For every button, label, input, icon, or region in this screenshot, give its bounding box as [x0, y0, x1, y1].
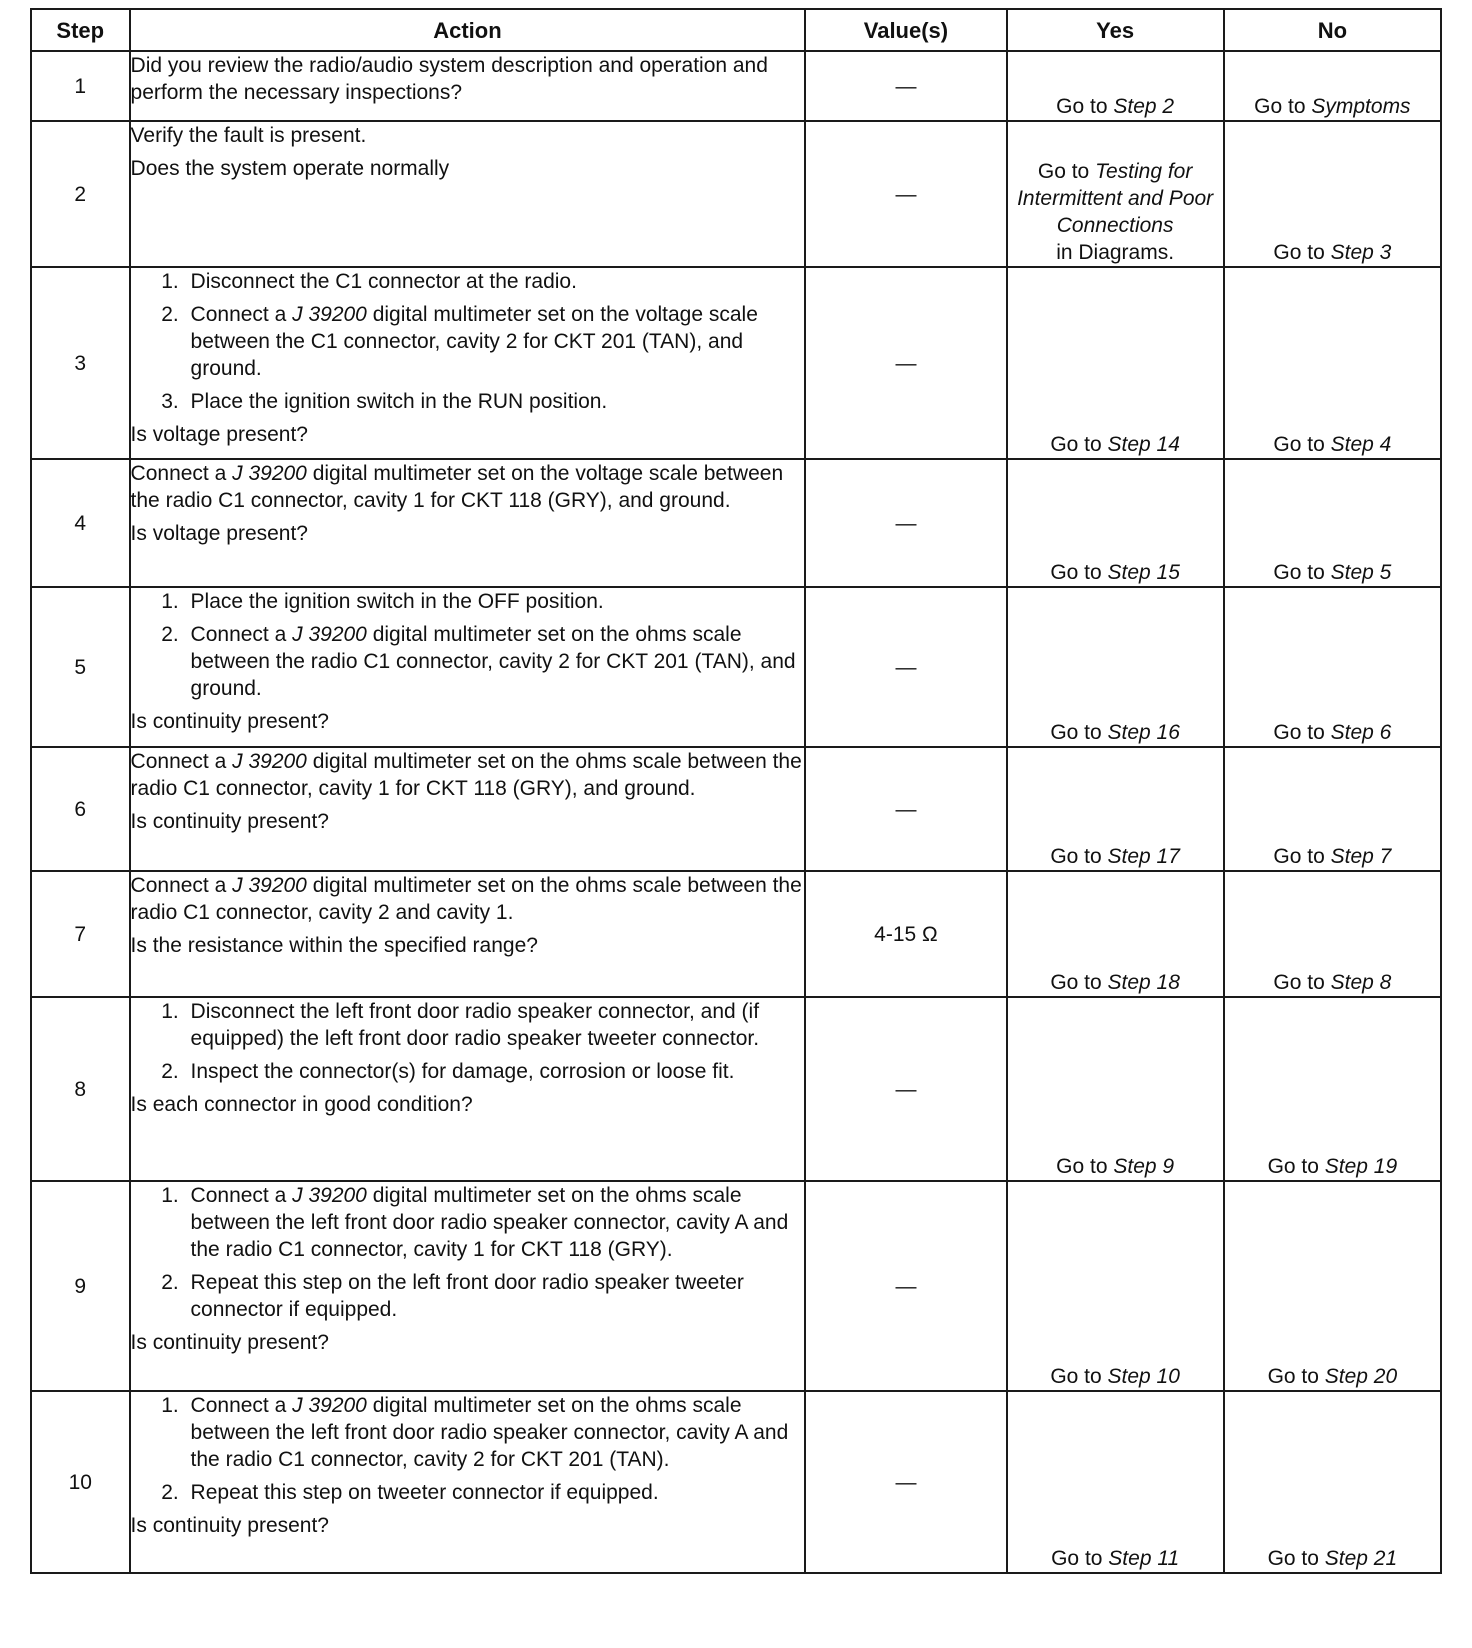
goto-reference: [1008, 1363, 1223, 1390]
action-cell: [130, 747, 806, 871]
goto-target-link[interactable]: Step 2: [1113, 95, 1175, 118]
goto-target-link[interactable]: Testing for Intermittent and Poor Connections: [1017, 160, 1214, 237]
action-question: Is continuity present?: [130, 710, 329, 733]
goto-reference: [1225, 969, 1440, 996]
goto-reference: [1225, 559, 1440, 586]
goto-prefix: Go to: [1273, 721, 1331, 744]
table-row: [31, 267, 1441, 459]
value-cell: —: [805, 1391, 1006, 1573]
no-cell: [1224, 997, 1441, 1181]
action-lead: [131, 872, 805, 926]
action-lead: Verify the fault is present.: [130, 124, 367, 147]
yes-cell: [1007, 51, 1224, 121]
table-row: [31, 871, 1441, 997]
step-number: 5: [31, 587, 130, 747]
action-text: digital multimeter set on the voltage scale between the C1 connector, cavity 2 for CKT 201 (TAN), and ground.: [190, 303, 758, 380]
goto-reference: [1225, 239, 1440, 266]
goto-prefix: Go to: [1254, 95, 1312, 118]
value-cell: —: [805, 121, 1006, 267]
substep-item: [185, 388, 805, 415]
goto-reference: [1008, 969, 1223, 996]
goto-reference: [1225, 93, 1440, 120]
goto-target-link[interactable]: Symptoms: [1311, 95, 1411, 118]
goto-target-link[interactable]: Step 21: [1324, 1547, 1398, 1570]
tool-number: J 39200: [292, 1184, 367, 1207]
action-text: Connect a: [190, 303, 293, 326]
value-cell: —: [805, 51, 1006, 121]
action-text: Connect a: [190, 1394, 293, 1417]
yes-cell: [1007, 871, 1224, 997]
action-text: Connect a: [130, 874, 233, 897]
goto-prefix: Go to: [1273, 561, 1331, 584]
no-cell: [1224, 871, 1441, 997]
table-row: [31, 1181, 1441, 1391]
goto-target-link[interactable]: Step 17: [1107, 845, 1180, 868]
action-text: Connect a: [190, 1184, 293, 1207]
substep-item: [185, 588, 805, 615]
action-text: digital multimeter set on the ohms scale between the radio C1 connector, cavity 2 and cavity 1.: [130, 874, 802, 924]
header-values: Value(s): [805, 9, 1006, 51]
goto-target-link[interactable]: Step 6: [1330, 721, 1392, 744]
substep-item: [185, 268, 805, 295]
action-text: Connect a: [130, 462, 233, 485]
goto-reference: [1008, 431, 1223, 458]
yes-cell: [1007, 1181, 1224, 1391]
no-cell: [1224, 267, 1441, 459]
header-row: [31, 9, 1441, 51]
goto-reference: [1008, 93, 1223, 120]
goto-prefix: Go to: [1050, 971, 1108, 994]
action-text: digital multimeter set on the ohms scale between the left front door radio speaker connector, cavity A and the radio C1 connector, cavity 1 for CKT 118 (GRY).: [190, 1184, 789, 1261]
header-yes: Yes: [1007, 9, 1224, 51]
goto-prefix: Go to: [1050, 721, 1108, 744]
goto-target-link[interactable]: Step 16: [1107, 721, 1180, 744]
substep-item: [185, 998, 805, 1052]
goto-prefix: Go to: [1050, 561, 1108, 584]
goto-target-link[interactable]: Step 11: [1108, 1547, 1180, 1570]
goto-prefix: Go to: [1267, 1155, 1325, 1178]
substep-item: [185, 301, 805, 382]
goto-reference: [1008, 719, 1223, 746]
action-cell: [130, 587, 806, 747]
goto-target-link[interactable]: Step 14: [1107, 433, 1180, 456]
yes-cell: [1007, 747, 1224, 871]
goto-target-link[interactable]: Step 7: [1330, 845, 1392, 868]
goto-target-link[interactable]: Step 5: [1330, 561, 1392, 584]
goto-target-link[interactable]: Step 10: [1107, 1365, 1180, 1388]
step-number: 8: [31, 997, 130, 1181]
action-question: Does the system operate normally: [130, 157, 450, 180]
goto-reference: [1225, 431, 1440, 458]
goto-reference: [1225, 1363, 1440, 1390]
action-cell: [130, 1391, 806, 1573]
goto-prefix: Go to: [1056, 95, 1114, 118]
action-text: Connect a: [130, 750, 233, 773]
table-row: [31, 587, 1441, 747]
value-cell: 4-15 Ω: [805, 871, 1006, 997]
tool-number: J 39200: [292, 1394, 367, 1417]
goto-target-link[interactable]: Step 15: [1107, 561, 1180, 584]
tool-number: J 39200: [232, 462, 307, 485]
substep-item: [185, 1182, 805, 1263]
action-substeps: [131, 268, 805, 415]
table-row: [31, 747, 1441, 871]
action-substeps: [131, 1392, 805, 1506]
action-question: Is voltage present?: [130, 522, 308, 545]
table-row: [31, 459, 1441, 587]
goto-target-link[interactable]: Step 18: [1107, 971, 1180, 994]
goto-reference: [1225, 719, 1440, 746]
goto-reference: [1225, 1545, 1440, 1572]
action-question: Is voltage present?: [130, 423, 308, 446]
action-substeps: [131, 1182, 805, 1323]
action-question: Is continuity present?: [130, 810, 329, 833]
goto-target-link[interactable]: Step 4: [1330, 433, 1392, 456]
step-number: 2: [31, 121, 130, 267]
no-cell: [1224, 459, 1441, 587]
goto-prefix: Go to: [1050, 1365, 1108, 1388]
substep-item: [185, 1479, 805, 1506]
tool-number: J 39200: [232, 874, 307, 897]
action-cell: [130, 51, 806, 121]
value-cell: —: [805, 267, 1006, 459]
table-row: [31, 997, 1441, 1181]
value-cell: —: [805, 587, 1006, 747]
step-number: 1: [31, 51, 130, 121]
tool-number: J 39200: [232, 750, 307, 773]
header-action: Action: [130, 9, 806, 51]
substep-item: [185, 621, 805, 702]
action-text: Repeat this step on tweeter connector if equipped.: [190, 1481, 659, 1504]
goto-prefix: Go to: [1273, 971, 1331, 994]
header-step: Step: [31, 9, 130, 51]
action-text: Disconnect the left front door radio speaker connector, and (if equipped) the left front door radio speaker tweeter connector.: [190, 1000, 760, 1050]
goto-target-link[interactable]: Step 19: [1324, 1155, 1398, 1178]
goto-prefix: Go to: [1037, 160, 1096, 183]
yes-cell: [1007, 1391, 1224, 1573]
diagnostic-page: [30, 8, 1442, 1574]
table-row: [31, 1391, 1441, 1573]
action-text: digital multimeter set on the ohms scale between the radio C1 connector, cavity 2 for CKT 201 (TAN), and ground.: [190, 623, 796, 700]
value-cell: —: [805, 1181, 1006, 1391]
step-number: 9: [31, 1181, 130, 1391]
no-cell: [1224, 1181, 1441, 1391]
value-cell: —: [805, 997, 1006, 1181]
action-question: Is the resistance within the specified range?: [130, 934, 538, 957]
goto-prefix: Go to: [1051, 1547, 1109, 1570]
table-row: [31, 51, 1441, 121]
yes-cell: [1007, 997, 1224, 1181]
action-lead: [131, 460, 805, 514]
tool-number: J 39200: [292, 303, 367, 326]
goto-prefix: Go to: [1273, 241, 1331, 264]
goto-prefix: Go to: [1273, 433, 1331, 456]
action-text: digital multimeter set on the ohms scale between the radio C1 connector, cavity 1 for CKT 118 (GRY), and ground.: [130, 750, 802, 800]
goto-reference: [1008, 1153, 1223, 1180]
goto-prefix: Go to: [1273, 845, 1331, 868]
goto-target-link[interactable]: Step 20: [1324, 1365, 1398, 1388]
substep-item: [185, 1058, 805, 1085]
action-text: Place the ignition switch in the RUN position.: [190, 390, 608, 413]
action-substeps: [131, 588, 805, 702]
action-cell: [130, 459, 806, 587]
no-cell: [1224, 121, 1441, 267]
yes-cell: [1007, 587, 1224, 747]
goto-suffix: in Diagrams.: [1056, 241, 1175, 264]
action-text: Connect a: [190, 623, 293, 646]
goto-reference: [1008, 559, 1223, 586]
goto-prefix: Go to: [1050, 433, 1108, 456]
diagnostic-table: [30, 8, 1442, 1574]
goto-reference: [1225, 843, 1440, 870]
goto-target-link[interactable]: Step 8: [1330, 971, 1392, 994]
action-substeps: [131, 998, 805, 1085]
goto-prefix: Go to: [1056, 1155, 1114, 1178]
no-cell: [1224, 747, 1441, 871]
goto-prefix: Go to: [1050, 845, 1108, 868]
no-cell: [1224, 587, 1441, 747]
goto-prefix: Go to: [1267, 1365, 1325, 1388]
action-cell: [130, 267, 806, 459]
action-text: Inspect the connector(s) for damage, corrosion or loose fit.: [190, 1060, 735, 1083]
step-number: 4: [31, 459, 130, 587]
action-text: Repeat this step on the left front door radio speaker tweeter connector if equipped.: [190, 1271, 744, 1321]
step-number: 7: [31, 871, 130, 997]
step-number: 3: [31, 267, 130, 459]
goto-reference: [1225, 1153, 1440, 1180]
no-cell: [1224, 1391, 1441, 1573]
yes-cell: [1007, 267, 1224, 459]
goto-target-link[interactable]: Step 3: [1330, 241, 1392, 264]
table-row: [31, 121, 1441, 267]
table-body: [31, 51, 1441, 1573]
goto-reference: [1008, 843, 1223, 870]
action-question: Is continuity present?: [130, 1331, 329, 1354]
substep-item: [185, 1392, 805, 1473]
action-lead: [131, 748, 805, 802]
action-question: Is continuity present?: [130, 1514, 329, 1537]
goto-target-link[interactable]: Step 9: [1113, 1155, 1175, 1178]
action-text: digital multimeter set on the ohms scale between the left front door radio speaker connector, cavity A and the radio C1 connector, cavity 2 for CKT 201 (TAN).: [190, 1394, 789, 1471]
action-text: digital multimeter set on the voltage scale between the radio C1 connector, cavity 1 for CKT 118 (GRY), and ground.: [130, 462, 784, 512]
value-cell: —: [805, 459, 1006, 587]
goto-reference: [1008, 158, 1223, 239]
substep-item: [185, 1269, 805, 1323]
action-text: Place the ignition switch in the OFF position.: [190, 590, 604, 613]
goto-prefix: Go to: [1267, 1547, 1325, 1570]
action-cell: [130, 1181, 806, 1391]
action-lead: Did you review the radio/audio system description and operation and perform the necessary inspections?: [130, 54, 768, 104]
action-question: Is each connector in good condition?: [130, 1093, 473, 1116]
action-text: Disconnect the C1 connector at the radio.: [190, 270, 577, 293]
no-cell: [1224, 51, 1441, 121]
yes-cell: [1007, 121, 1224, 267]
step-number: 6: [31, 747, 130, 871]
tool-number: J 39200: [292, 623, 367, 646]
step-number: 10: [31, 1391, 130, 1573]
header-no: No: [1224, 9, 1441, 51]
action-cell: [130, 121, 806, 267]
value-cell: —: [805, 747, 1006, 871]
yes-cell: [1007, 459, 1224, 587]
action-cell: [130, 871, 806, 997]
goto-reference: [1008, 1545, 1223, 1572]
action-cell: [130, 997, 806, 1181]
